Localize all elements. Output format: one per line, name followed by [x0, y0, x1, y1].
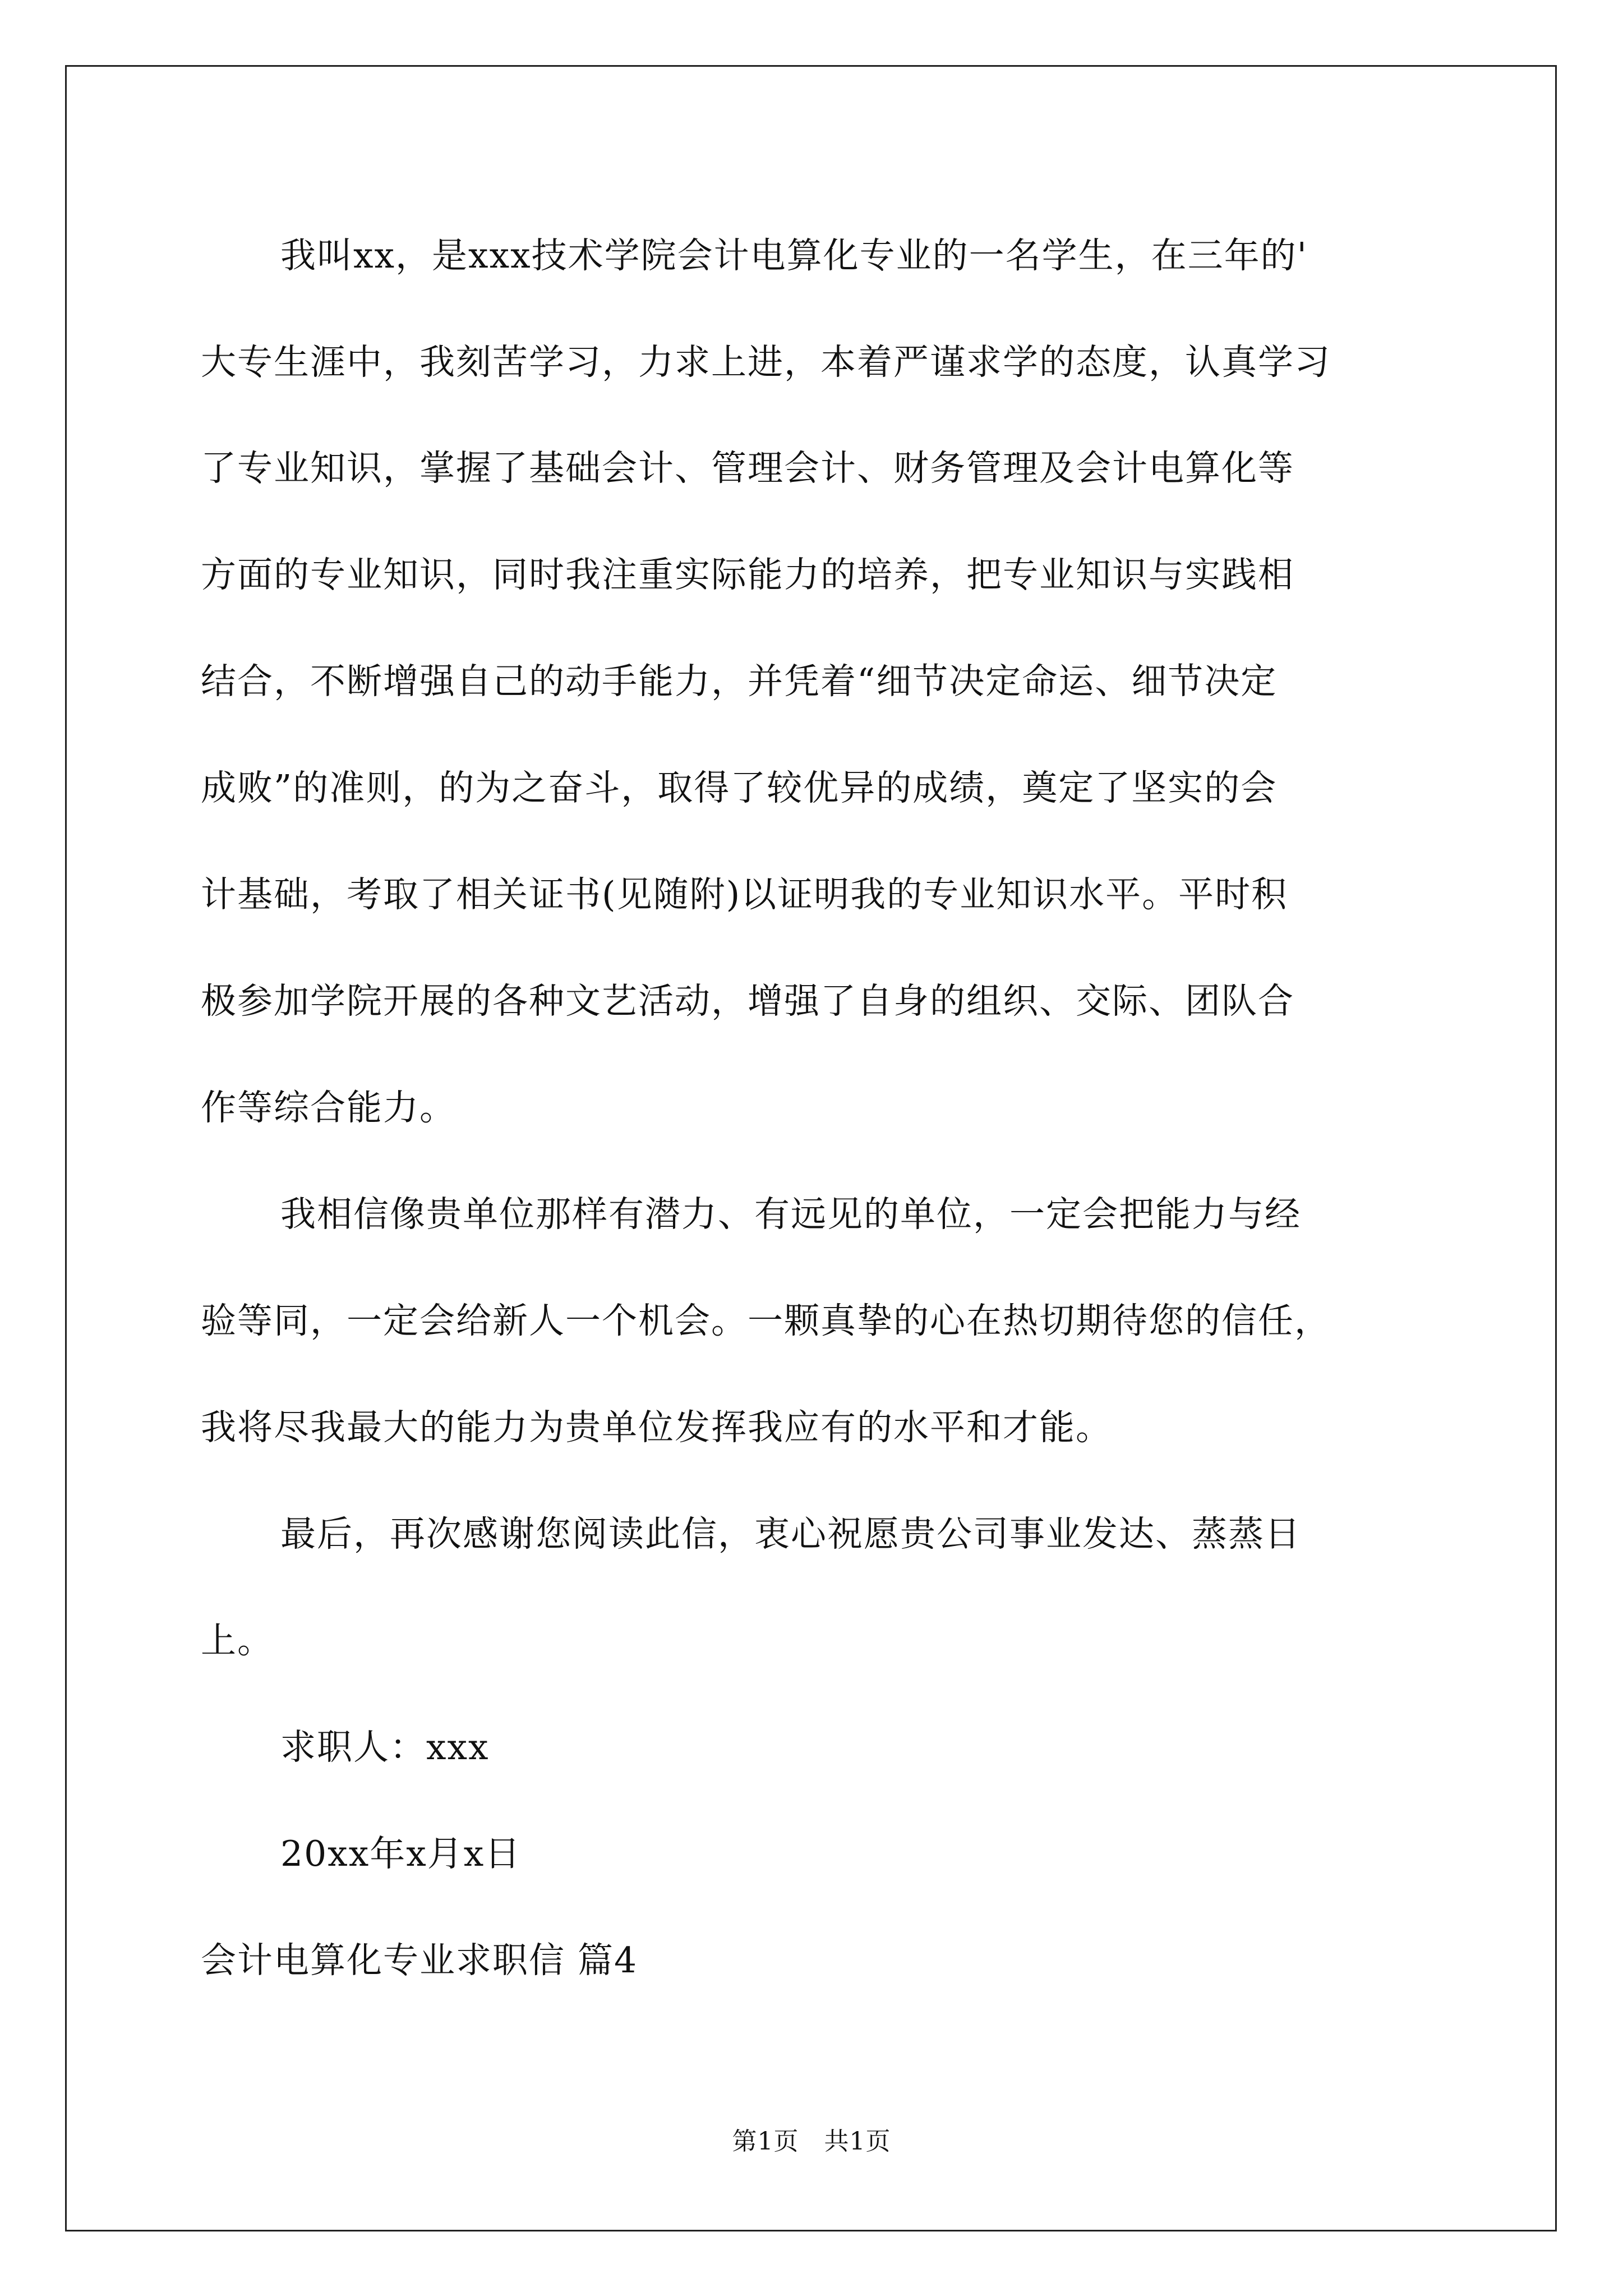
paragraph-3-line-1: 最后，再次感谢您阅读此信，衷心祝愿贵公司事业发达、蒸蒸日 [280, 1513, 1301, 1554]
paragraph-1-line-3: 了专业知识，掌握了基础会计、管理会计、财务管理及会计电算化等 [201, 448, 1294, 489]
page-border [65, 65, 1557, 2231]
paragraph-1-line-2: 大专生涯中，我刻苦学习，力求上进，本着严谨求学的态度，认真学习 [201, 342, 1331, 383]
paragraph-1-line-8: 极参加学院开展的各种文艺活动，增强了自身的组织、交际、团队合 [201, 981, 1294, 1022]
paragraph-1-line-1: 我叫xx，是xxx技术学院会计电算化专业的一名学生，在三年的' [280, 235, 1308, 276]
date-line: 20xx年x月x日 [280, 1833, 522, 1874]
signature-line: 求职人：xxx [280, 1727, 490, 1768]
paragraph-1-line-5: 结合，不断增强自己的动手能力，并凭着“细节决定命运、细节决定 [201, 661, 1278, 702]
next-section-heading: 会计电算化专业求职信 篇4 [201, 1940, 638, 1981]
paragraph-1-line-7: 计基础，考取了相关证书(见随附)以证明我的专业知识水平。平时积 [201, 874, 1288, 915]
paragraph-2-line-2: 验等同，一定会给新人一个机会。一颗真挚的心在热切期待您的信任， [201, 1300, 1331, 1341]
page-footer: 第1页 共1页 [732, 2127, 891, 2156]
paragraph-1-line-9: 作等综合能力。 [201, 1087, 456, 1128]
paragraph-1-line-6: 成败”的准则，的为之奋斗，取得了较优异的成绩，奠定了坚实的会 [201, 767, 1278, 808]
paragraph-2-line-3: 我将尽我最大的能力为贵单位发挥我应有的水平和才能。 [201, 1407, 1112, 1448]
paragraph-1-line-4: 方面的专业知识，同时我注重实际能力的培养，把专业知识与实践相 [201, 554, 1294, 595]
paragraph-2-line-1: 我相信像贵单位那样有潜力、有远见的单位，一定会把能力与经 [280, 1194, 1301, 1235]
paragraph-3-line-2: 上。 [201, 1620, 274, 1661]
